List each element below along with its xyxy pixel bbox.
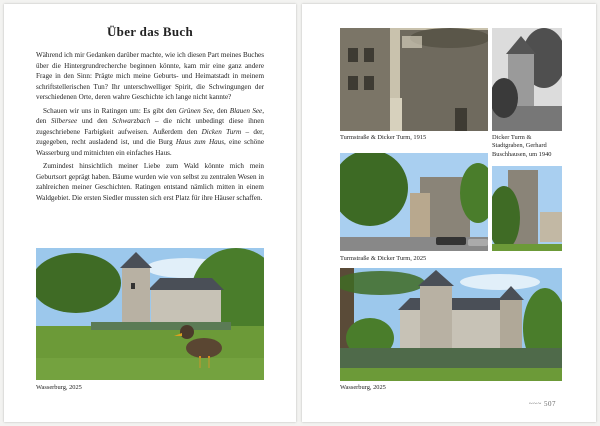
text-run: – die nicht unbedingt diese ihnen zugeschriebene Farbigkeit aufweisen. Außerdem den [36, 117, 264, 136]
page-number [529, 400, 556, 408]
paragraph [36, 50, 264, 103]
photo-caption: Turmstraße & Dicker Turm, 1915 [340, 134, 427, 141]
wasserburg-photo-right [340, 268, 562, 381]
text-run: Zumindest hinsichtlich meiner Liebe zum Wald könnte mich mein Geburtsort geprägt haben. Bäume wurden wie von selbst zu zentralen Wesen in zahlreichen meiner Geschichten. Ratingen entstand nämlich mitten in einem Waldgebiet. Die ersten Siedler mussten sich erst Platz für ihre Häuser schaffen. [36, 162, 264, 202]
folio-ornament: ~~~ [528, 400, 542, 408]
stadtgraben-1940-photo [492, 28, 562, 131]
paragraph [36, 161, 264, 203]
dicker-turm-2025-photo [492, 166, 562, 251]
photo-caption: Dicker Turm & Stadtgraben, Gerhard Buschhausen, um 1940 [492, 134, 552, 158]
text-run: , den [212, 106, 230, 115]
turmstrasse-1915-photo [340, 28, 488, 131]
left-page [4, 4, 296, 422]
italic-term: Dicken Turm [201, 127, 242, 136]
text-run: , eine schöne Wasserburg und mitnichten ein einfaches Haus. [36, 138, 264, 157]
photo-caption: Turmstraße & Dicker Turm, 2025 [340, 255, 427, 262]
italic-term: Silbersee [50, 117, 78, 125]
italic-term: Grünen See [178, 106, 213, 115]
text-run: und den [77, 117, 113, 125]
paragraph [36, 106, 264, 159]
section-title: Über das Buch [106, 24, 193, 39]
wasserburg-photo-left [36, 248, 264, 380]
photo-caption: Wasserburg, 2025 [340, 384, 386, 391]
text-run: , den [36, 106, 265, 125]
text-run: – der, zugegeben, recht ausladend ist, und die Burg [36, 127, 264, 146]
turmstrasse-2025-photo [340, 153, 488, 251]
photo-caption: Wasserburg, 2025 [36, 384, 82, 391]
body-text [36, 50, 264, 206]
page-number-value: 507 [544, 400, 556, 408]
right-page [302, 4, 596, 422]
text-run: Während ich mir Gedanken darüber machte, wie ich diesen Part meines Buches über die Hintergrundrecherche beginnen könnte, kam mir eine ganz andere Frage in den Sinn: Prägte mich meine Geburts- und Heimatstadt in meinem schriftstellerischen Tun? Ihr unterschwelliger Spirit, die Schwingungen der verschiedenen Orte, deren wahre Geschichte ich lange nicht kannte? [36, 51, 264, 101]
italic-term: Blauen See [229, 106, 263, 115]
italic-term: Schwarzbach [112, 117, 151, 125]
text-run: Schauen wir uns in Ratingen um: Es gibt den [43, 106, 179, 115]
italic-term: Haus zum Haus [175, 138, 225, 146]
